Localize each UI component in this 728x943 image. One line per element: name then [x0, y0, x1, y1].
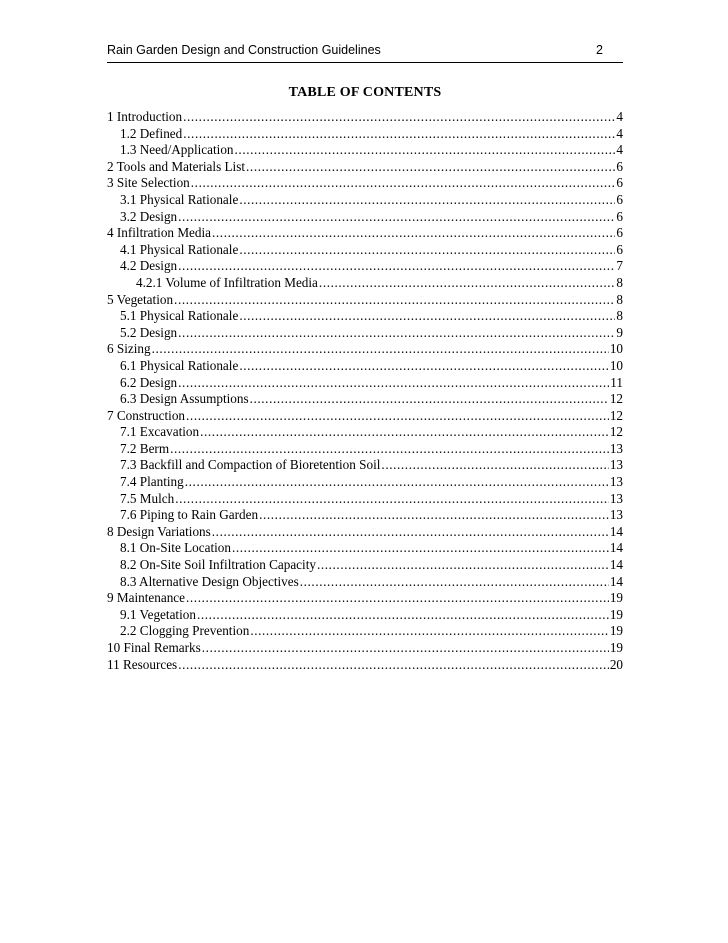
toc-entry[interactable]: [107, 524, 623, 541]
toc-entry[interactable]: [107, 192, 623, 209]
header-title: Rain Garden Design and Construction Guidelines: [107, 43, 381, 57]
table-of-contents: [107, 109, 623, 673]
toc-entry[interactable]: [107, 590, 623, 607]
toc-entry-title: 5.2 Design: [120, 324, 178, 340]
toc-dot-leader: [250, 391, 609, 408]
toc-entry-page-number: 6: [616, 225, 623, 241]
toc-entry-title: 10 Final Remarks: [107, 640, 201, 655]
toc-dot-leader: [178, 258, 615, 275]
toc-entry-title: 11 Resources: [107, 656, 178, 672]
toc-entry-title: 4.2.1 Volume of Infiltration Media: [136, 274, 318, 290]
toc-entry-title: 3.2 Design: [120, 208, 178, 224]
toc-dot-leader: [239, 242, 615, 259]
toc-entry-title: 2 Tools and Materials List: [107, 158, 246, 174]
toc-dot-leader: [202, 640, 609, 657]
toc-entry-page-number: 13: [609, 474, 623, 490]
toc-entry[interactable]: [107, 607, 623, 624]
toc-entry-page-number: 6: [616, 158, 623, 174]
toc-dot-leader: [170, 441, 609, 458]
toc-dot-leader: [300, 574, 609, 591]
toc-dot-leader: [178, 209, 615, 226]
toc-entry-page-number: 9: [616, 324, 623, 340]
toc-entry[interactable]: [107, 623, 623, 640]
toc-dot-leader: [186, 590, 609, 607]
toc-entry-page-number: 8: [616, 274, 623, 290]
toc-entry-title: 6.1 Physical Rationale: [120, 357, 239, 373]
toc-entry-page-number: 6: [616, 191, 623, 207]
toc-entry-title: 1 Introduction: [107, 109, 183, 124]
toc-entry-title: 7.2 Berm: [120, 440, 170, 456]
toc-dot-leader: [212, 225, 615, 242]
toc-entry-page-number: 6: [616, 241, 623, 257]
toc-entry[interactable]: [107, 308, 623, 325]
toc-entry-page-number: 4: [616, 142, 623, 158]
toc-dot-leader: [232, 540, 609, 557]
toc-dot-leader: [178, 657, 609, 674]
toc-entry-page-number: 13: [609, 457, 623, 473]
toc-entry-title: 7 Construction: [107, 407, 186, 423]
toc-entry-title: 7.6 Piping to Rain Garden: [120, 507, 259, 523]
toc-entry[interactable]: [107, 275, 623, 292]
toc-entry-title: 1.3 Need/Application: [120, 142, 234, 158]
toc-entry-page-number: 14: [609, 540, 623, 556]
toc-heading: TABLE OF CONTENTS: [288, 85, 442, 100]
toc-entry-title: 5.1 Physical Rationale: [120, 308, 239, 324]
toc-dot-leader: [239, 358, 609, 375]
toc-entry-page-number: 14: [609, 557, 623, 573]
toc-entry-title: 3.1 Physical Rationale: [120, 191, 239, 207]
toc-entry-page-number: 19: [609, 606, 623, 622]
toc-entry-page-number: 11: [610, 374, 623, 390]
toc-entry[interactable]: [107, 209, 623, 226]
toc-entry-title: 8.3 Alternative Design Objectives: [120, 573, 299, 589]
toc-entry[interactable]: [107, 375, 623, 392]
toc-entry[interactable]: [107, 341, 623, 358]
toc-dot-leader: [174, 292, 615, 309]
toc-dot-leader: [152, 341, 609, 358]
toc-entry[interactable]: [107, 175, 623, 192]
toc-entry[interactable]: [107, 391, 623, 408]
toc-entry-page-number: 6: [616, 175, 623, 191]
toc-entry-title: 3 Site Selection: [107, 175, 190, 191]
toc-entry-title: 1.2 Defined: [120, 125, 183, 141]
toc-entry-page-number: 4: [616, 125, 623, 141]
toc-dot-leader: [197, 607, 609, 624]
toc-entry[interactable]: [107, 109, 623, 126]
toc-dot-leader: [381, 457, 608, 474]
toc-entry-title: 4.2 Design: [120, 258, 178, 274]
toc-entry-title: 7.3 Backfill and Compaction of Bioretention Soil: [120, 457, 381, 473]
toc-entry-page-number: 10: [609, 341, 623, 357]
toc-dot-leader: [200, 424, 609, 441]
toc-dot-leader: [185, 474, 609, 491]
toc-entry-title: 6.2 Design: [120, 374, 178, 390]
toc-entry-page-number: 19: [609, 590, 623, 606]
toc-dot-leader: [246, 159, 615, 176]
toc-entry-page-number: 12: [609, 391, 623, 407]
toc-entry-page-number: 20: [609, 656, 623, 672]
toc-entry[interactable]: [107, 142, 623, 159]
toc-dot-leader: [239, 308, 615, 325]
toc-entry[interactable]: [107, 126, 623, 143]
toc-dot-leader: [317, 557, 609, 574]
toc-entry-page-number: 8: [616, 291, 623, 307]
toc-entry-page-number: 14: [609, 573, 623, 589]
toc-entry-page-number: 12: [609, 407, 623, 423]
toc-entry-title: 7.4 Planting: [120, 474, 184, 490]
toc-entry[interactable]: [107, 540, 623, 557]
toc-entry-title: 7.5 Mulch: [120, 490, 175, 506]
toc-dot-leader: [175, 491, 609, 508]
toc-entry-title: 5 Vegetation: [107, 291, 174, 307]
toc-dot-leader: [259, 507, 609, 524]
toc-entry[interactable]: [107, 408, 623, 425]
toc-entry[interactable]: [107, 574, 623, 591]
toc-entry-title: 4 Infiltration Media: [107, 225, 212, 241]
toc-entry-page-number: 4: [616, 109, 623, 124]
toc-entry-page-number: 8: [616, 308, 623, 324]
toc-entry-title: 7.1 Excavation: [120, 424, 200, 440]
toc-entry[interactable]: [107, 292, 623, 309]
toc-entry-page-number: 6: [616, 208, 623, 224]
toc-entry-page-number: 19: [609, 623, 623, 639]
toc-entry-page-number: 10: [609, 357, 623, 373]
toc-entry[interactable]: [107, 358, 623, 375]
toc-entry-title: 4.1 Physical Rationale: [120, 241, 239, 257]
toc-dot-leader: [212, 524, 609, 541]
toc-dot-leader: [235, 142, 616, 159]
toc-entry-page-number: 7: [616, 258, 623, 274]
toc-entry-page-number: 13: [609, 507, 623, 523]
toc-entry-title: 8.2 On-Site Soil Infiltration Capacity: [120, 557, 316, 573]
toc-entry-title: 9 Maintenance: [107, 590, 185, 606]
toc-entry-title: 6 Sizing: [107, 341, 151, 357]
toc-dot-leader: [183, 109, 615, 126]
toc-dot-leader: [191, 175, 616, 192]
toc-entry[interactable]: [107, 507, 623, 524]
toc-entry[interactable]: [107, 325, 623, 342]
toc-entry-title: 8.1 On-Site Location: [120, 540, 231, 556]
toc-entry[interactable]: [107, 225, 623, 242]
toc-entry-page-number: 13: [609, 490, 623, 506]
toc-entry[interactable]: [107, 491, 623, 508]
toc-entry[interactable]: [107, 424, 623, 441]
toc-entry[interactable]: [107, 441, 623, 458]
toc-entry[interactable]: [107, 457, 623, 474]
header-page-number: 2: [596, 43, 603, 57]
toc-entry[interactable]: [107, 159, 623, 176]
toc-entry[interactable]: [107, 258, 623, 275]
toc-entry[interactable]: [107, 557, 623, 574]
toc-dot-leader: [319, 275, 615, 292]
toc-dot-leader: [178, 375, 609, 392]
toc-dot-leader: [239, 192, 615, 209]
toc-entry-title: 2.2 Clogging Prevention: [120, 623, 250, 639]
toc-entry-title: 6.3 Design Assumptions: [120, 391, 249, 407]
toc-entry-page-number: 13: [609, 440, 623, 456]
toc-entry[interactable]: [107, 474, 623, 491]
toc-entry[interactable]: [107, 242, 623, 259]
toc-entry-page-number: 12: [609, 424, 623, 440]
toc-entry-title: 9.1 Vegetation: [120, 606, 196, 622]
running-header: [107, 40, 623, 63]
toc-dot-leader: [178, 325, 615, 342]
toc-dot-leader: [250, 623, 609, 640]
toc-entry-page-number: 14: [609, 523, 623, 539]
toc-dot-leader: [186, 408, 609, 425]
toc-entry-title: 8 Design Variations: [107, 523, 211, 539]
toc-entry[interactable]: [107, 640, 623, 657]
toc-entry[interactable]: [107, 657, 623, 674]
toc-dot-leader: [183, 126, 615, 143]
toc-entry-page-number: 19: [609, 640, 623, 655]
